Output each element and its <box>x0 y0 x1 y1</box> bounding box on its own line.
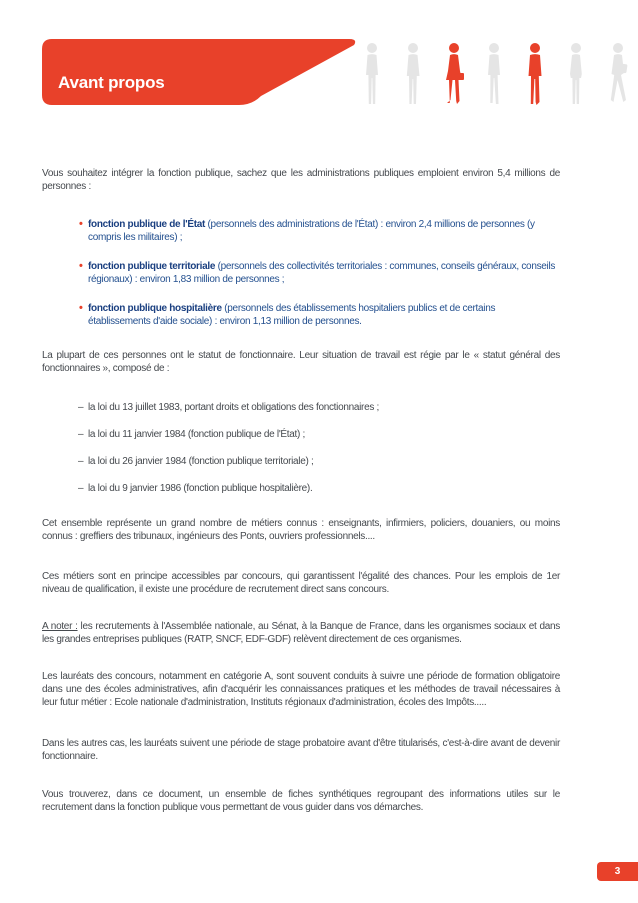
conclusion-paragraph: Vous trouverez, dans ce document, un ensemble de fiches synthétiques regroupant des informations utiles sur le recrutement dans la fonction publique vous permettant de vous guider dans vos démarches. <box>42 789 560 813</box>
note-paragraph <box>42 620 560 646</box>
body-content <box>42 167 560 814</box>
note-label: A noter : <box>42 621 78 632</box>
metiers-paragraph: Cet ensemble représente un grand nombre de métiers connus : enseignants, infirmiers, policiers, douaniers, ou moins connus : greffiers des tribunaux, ingénieurs des Ponts, ouvriers professionnels.... <box>42 518 560 542</box>
list-item-fonction-etat <box>88 218 560 244</box>
fonction-publique-list <box>88 218 560 328</box>
law-item-1986-hospitaliere: – la loi du 9 janvier 1986 (fonction publique hospitalière). <box>88 482 560 495</box>
banner-shape <box>42 39 355 105</box>
person-silhouette-icon <box>602 42 632 106</box>
list-item-fonction-territoriale <box>88 260 560 286</box>
intro-paragraph: Vous souhaitez intégrer la fonction publique, sachez que les administrations publiques emploient environ 5,4 millions de personnes : <box>42 168 560 192</box>
bullet-title: fonction publique hospitalière <box>88 303 222 314</box>
law-item-1984-territoriale: – la loi du 26 janvier 1984 (fonction publique territoriale) ; <box>88 455 560 468</box>
header-banner <box>42 39 358 105</box>
person-silhouette-icon <box>357 42 387 106</box>
bullet-title: fonction publique de l'État <box>88 219 206 230</box>
concours-paragraph: Ces métiers sont en principe accessibles par concours, qui garantissent l'égalité des chances. Pour les emplois de 1er niveau de qualification, il existe une procédure de recrutement direct sans concours. <box>42 571 560 595</box>
bullet-text: (personnels des collectivités territoriales : communes, conseils généraux, conseils régionaux) : environ 1,83 million de personnes ; <box>88 261 556 285</box>
page-number: 3 <box>614 866 621 877</box>
bullet-text: (personnels des administrations de l'État) : environ 2,4 millions de personnes (y compris les militaires) ; <box>88 219 535 243</box>
people-silhouettes <box>357 41 632 106</box>
list-item-fonction-hospitaliere <box>88 302 560 328</box>
law-item-1984-etat: – la loi du 11 janvier 1984 (fonction publique de l'État) ; <box>88 428 560 441</box>
page-title: Avant propos <box>58 73 165 92</box>
person-silhouette-icon <box>439 42 469 106</box>
person-silhouette-icon <box>561 42 591 106</box>
page-number-badge <box>597 862 638 881</box>
laws-list <box>88 401 560 495</box>
person-silhouette-icon <box>398 42 428 106</box>
person-silhouette-icon <box>479 42 509 106</box>
bullet-title: fonction publique territoriale <box>88 261 216 272</box>
law-item-1983: – la loi du 13 juillet 1983, portant droits et obligations des fonctionnaires ; <box>88 401 560 414</box>
bullet-text: (personnels des établissements hospitaliers publics et de certains établissements d'aide sociale) : environ 1,13 million de personnes. <box>88 303 496 327</box>
person-silhouette-icon <box>520 42 550 106</box>
stage-paragraph: Dans les autres cas, les lauréats suivent une période de stage probatoire avant d'être titularisés, c'est-à-dire avant de devenir fonctionnaire. <box>42 738 560 762</box>
note-text: les recrutements à l'Assemblée nationale, au Sénat, à la Banque de France, dans les organismes sociaux et dans les grandes entreprises publiques (RATP, SNCF, EDF-GDF) relèvent directement de ces organismes. <box>42 621 560 645</box>
laureats-paragraph: Les lauréats des concours, notamment en catégorie A, sont souvent conduits à suivre une période de formation obligatoire dans une des écoles administratives, afin d'acquérir les connaissances pratiques et les méthodes de travail nécessaires à leur futur métier : Ecole nationale d'administration, Instituts régionaux d'administration, écoles des Impôts..... <box>42 671 560 708</box>
banner-shape-svg <box>42 39 358 105</box>
statut-paragraph: La plupart de ces personnes ont le statut de fonctionnaire. Leur situation de travail est régie par le « statut général des fonctionnaires », composé de : <box>42 350 560 374</box>
